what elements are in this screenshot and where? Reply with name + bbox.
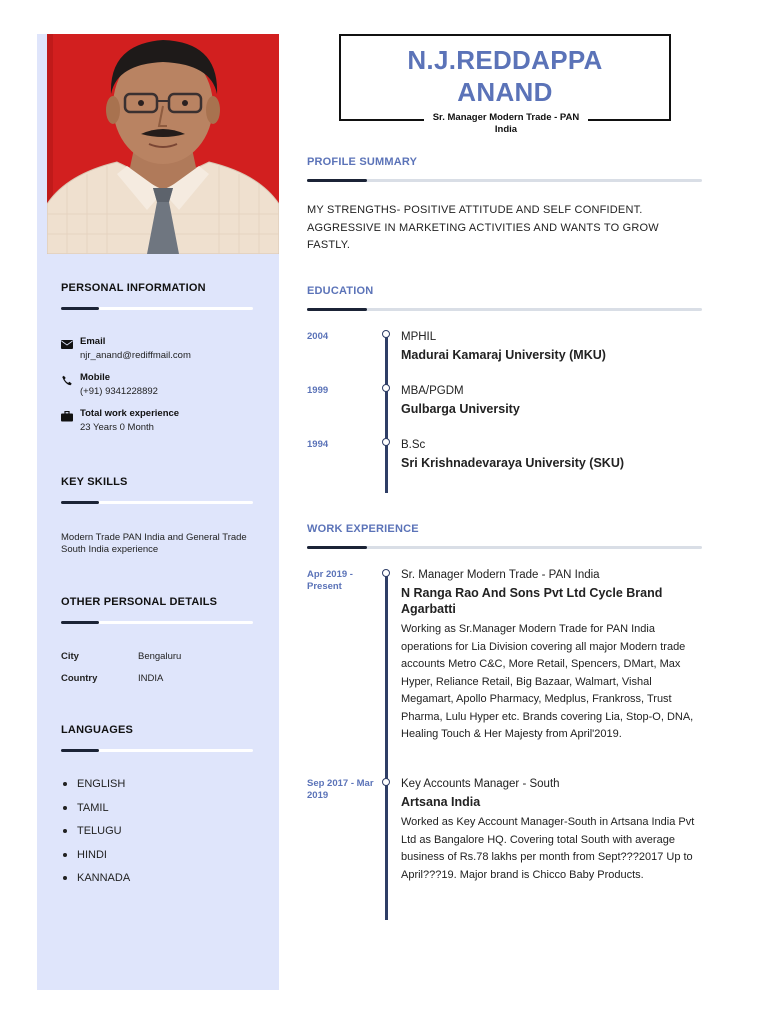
- work-experience-value: 23 Years 0 Month: [80, 422, 154, 433]
- education-year: 2004: [307, 331, 329, 342]
- email-icon: [61, 337, 73, 348]
- key-skills-text: Modern Trade PAN India and General Trade South India experience: [61, 532, 247, 555]
- work-company: Artsana India: [401, 795, 481, 809]
- profile-summary-heading: PROFILE SUMMARY: [307, 156, 418, 168]
- education-institution: Gulbarga University: [401, 402, 520, 416]
- language-item: ENGLISH: [61, 777, 253, 801]
- timeline-dot: [382, 438, 390, 446]
- language-item: HINDI: [61, 848, 253, 872]
- education-institution: Madurai Kamaraj University (MKU): [401, 348, 606, 362]
- name-box: [339, 34, 671, 121]
- email-row: [61, 336, 253, 361]
- work-title: Sr. Manager Modern Trade - PAN India: [401, 569, 600, 581]
- section-divider: [307, 546, 702, 549]
- education-institution: Sri Krishnadevaraya University (SKU): [401, 456, 625, 470]
- section-divider: [61, 307, 253, 310]
- country-value: INDIA: [138, 673, 164, 684]
- language-item: TELUGU: [61, 824, 253, 848]
- education-heading: EDUCATION: [307, 285, 374, 297]
- section-divider: [307, 179, 702, 182]
- mobile-label: Mobile: [80, 372, 111, 383]
- key-skills-section: [61, 476, 253, 556]
- education-degree: MBA/PGDM: [401, 385, 464, 397]
- work-entry: [401, 778, 701, 884]
- work-dates: Sep 2017 - Mar 2019: [307, 778, 374, 801]
- mobile-row: [61, 372, 253, 397]
- education-entry: [401, 385, 701, 417]
- section-divider: [61, 621, 253, 624]
- email-label: Email: [80, 336, 106, 347]
- name-line-1: N.J.REDDAPPA: [407, 45, 603, 75]
- other-personal-details-heading: OTHER PERSONAL DETAILS: [61, 596, 218, 608]
- education-year: 1994: [307, 439, 329, 450]
- country-row: [61, 673, 253, 684]
- timeline-dot: [382, 778, 390, 786]
- personal-information-section: [61, 282, 253, 433]
- work-timeline-line: [385, 575, 388, 920]
- timeline-dot: [382, 330, 390, 338]
- email-value[interactable]: njr_anand@rediffmail.com: [80, 350, 191, 361]
- work-experience-heading: WORK EXPERIENCE: [307, 523, 419, 535]
- education-timeline-line: [385, 336, 388, 493]
- language-item: TAMIL: [61, 801, 253, 825]
- profile-summary-text: MY STRENGTHS- POSITIVE ATTITUDE AND SELF CONFIDENT. AGGRESSIVE IN MARKETING ACTIVITIES AND WANTS TO GROW FASTLY.: [307, 204, 659, 251]
- country-label: Country: [61, 673, 98, 684]
- work-experience-section: [307, 523, 702, 549]
- education-section: [307, 285, 702, 311]
- briefcase-icon: [61, 409, 73, 420]
- work-title: Key Accounts Manager - South: [401, 778, 560, 790]
- work-dates: Apr 2019 - Present: [307, 569, 353, 592]
- work-experience-label: Total work experience: [80, 408, 180, 419]
- candidate-name: [341, 44, 669, 108]
- education-degree: MPHIL: [401, 331, 437, 343]
- job-title: Sr. Manager Modern Trade - PAN India: [424, 112, 588, 136]
- work-company: N Ranga Rao And Sons Pvt Ltd Cycle Brand Agarbatti: [401, 586, 663, 616]
- languages-heading: LANGUAGES: [61, 724, 134, 736]
- profile-photo: [47, 34, 279, 254]
- timeline-dot: [382, 384, 390, 392]
- section-divider: [61, 749, 253, 752]
- education-year: 1999: [307, 385, 329, 396]
- section-divider: [307, 308, 702, 311]
- languages-list: [61, 777, 253, 895]
- work-description: Worked as Key Account Manager-South in Artsana India Pvt Ltd as Bangalore HQ. Covering total South with average business of Rs.78 lakhs per month from Sept???2017 Up to April???19. Major brand is Chicco Baby Products.: [401, 816, 695, 881]
- sidebar: [37, 34, 279, 990]
- timeline-dot: [382, 569, 390, 577]
- other-personal-details-section: [61, 596, 253, 684]
- work-experience-row: [61, 408, 253, 433]
- work-entry: [401, 569, 701, 744]
- name-line-2: ANAND: [457, 77, 553, 107]
- key-skills-heading: KEY SKILLS: [61, 476, 128, 488]
- education-degree: B.Sc: [401, 439, 426, 451]
- languages-section: [61, 724, 253, 895]
- profile-summary-section: [307, 156, 702, 182]
- education-entry: [401, 331, 701, 363]
- city-label: City: [61, 651, 79, 662]
- section-divider: [61, 501, 253, 504]
- work-description: Working as Sr.Manager Modern Trade for PAN India operations for Lia Division covering all major Modern trade accounts Metro C&C, More Retail, Spencers, DMart, Max Hyper, Reliance Retail, Big Bazaar, Walmart, Vishal Megamart, Apollo Pharmacy, Medplus, Frankross, Trust Pharma, Lulu Hyper etc. Brands covering Lia, Stop-O, DNA, Healing Touch & Her Majesty from April'2019.: [401, 623, 694, 740]
- city-row: [61, 651, 253, 662]
- phone-icon: [61, 373, 73, 384]
- education-entry: [401, 439, 701, 471]
- city-value: Bengaluru: [138, 651, 182, 662]
- language-item: KANNADA: [61, 871, 253, 895]
- personal-information-heading: PERSONAL INFORMATION: [61, 282, 206, 294]
- mobile-value[interactable]: (+91) 9341228892: [80, 386, 158, 397]
